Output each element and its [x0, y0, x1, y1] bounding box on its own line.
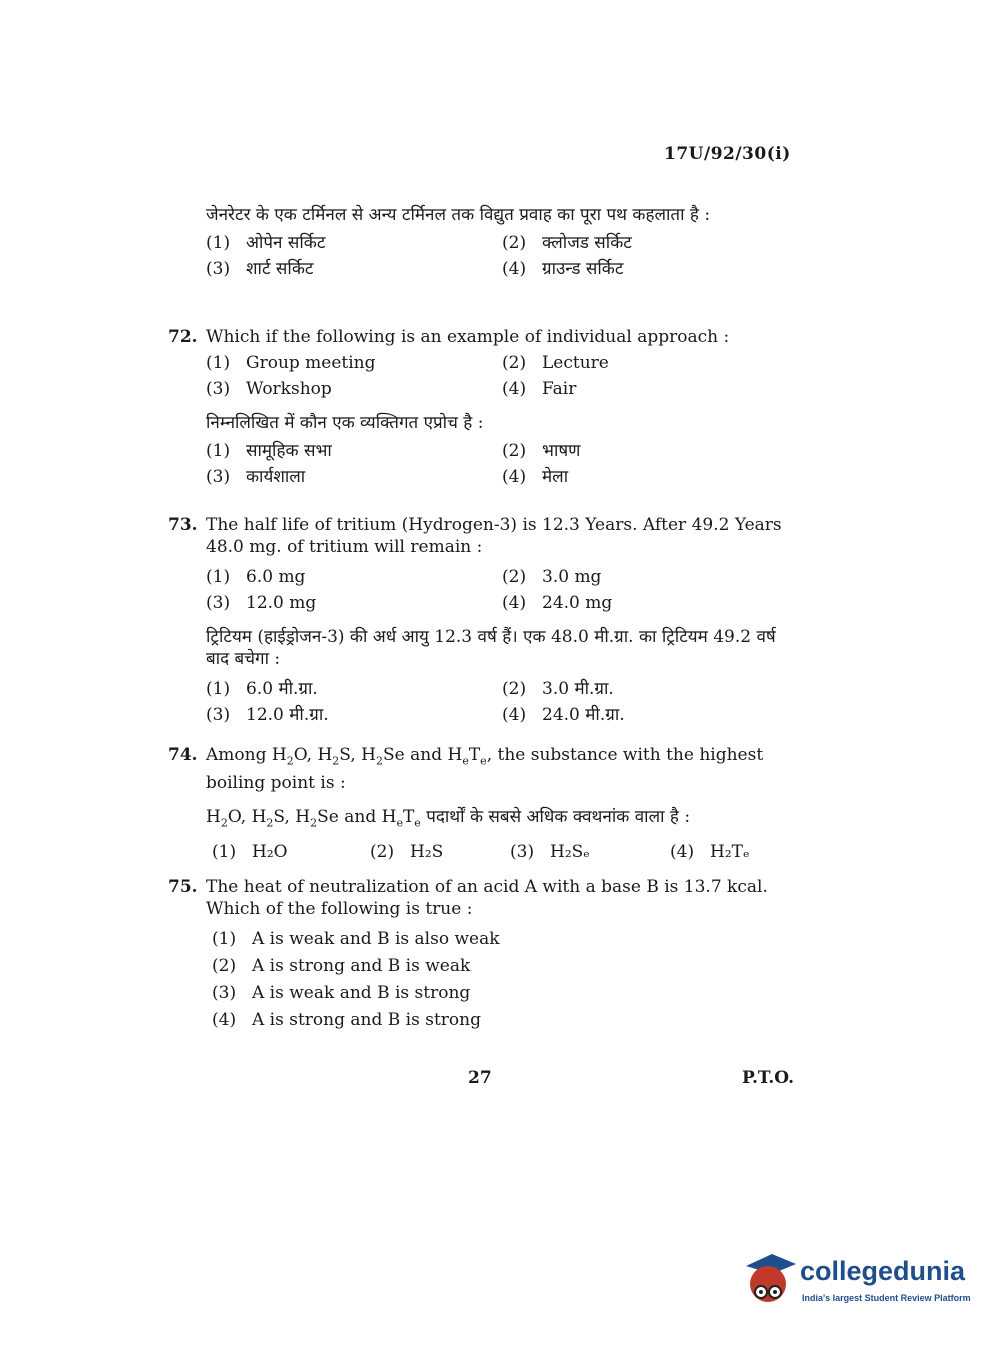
option: (4) मेला — [502, 467, 569, 487]
paper-code: 17U/92/30(i) — [664, 144, 791, 164]
option: (3) कार्यशाला — [206, 467, 306, 487]
question-75 — [168, 876, 798, 1036]
options-row — [212, 841, 798, 863]
option: (2) भाषण — [502, 441, 581, 461]
question-text-hi: जेनरेटर के एक टर्मिनल से अन्य टर्मिनल तक विद्युत प्रवाह का पूरा पथ कहलाता है : — [206, 205, 711, 225]
option: (3) शार्ट सर्किट — [206, 259, 314, 279]
logo-tagline: India's largest Student Review Platform — [802, 1293, 971, 1303]
option: (1) A is weak and B is also weak — [212, 929, 500, 949]
option: (4) ग्राउन्ड सर्किट — [502, 259, 624, 279]
question-73 — [168, 514, 798, 726]
option: (1) H₂O — [212, 841, 288, 862]
question-text-en: The half life of tritium (Hydrogen-3) is 12.3 Years. After 49.2 Years 48.0 mg. of tritium will remain : — [206, 515, 782, 557]
question-71-hindi — [168, 204, 798, 280]
option: (3) H₂Sₑ — [510, 841, 590, 862]
question-text-hi: ट्रिटियम (हाईड्रोजन-3) की अर्ध आयु 12.3 वर्ष हैं। एक 48.0 मी.ग्रा. का ट्रिटियम 49.2 वर्ष बाद बचेगा : — [206, 627, 776, 669]
question-text-hi: $H_2O$, $H_2S$, $H_2Se$ and $H_eT_e$ पदार्थों के सबसे अधिक क्वथनांक वाला है : — [206, 807, 691, 830]
option: (3) Workshop — [206, 379, 332, 399]
option: (3) 12.0 मी.ग्रा. — [206, 705, 329, 725]
question-number: 73. — [168, 515, 198, 535]
question-text-hi: निम्नलिखित में कौन एक व्यक्तिगत एप्रोच है : — [206, 413, 484, 433]
option: (4) A is strong and B is strong — [212, 1010, 481, 1030]
question-text-en: Which if the following is an example of individual approach : — [206, 327, 730, 347]
pto-label: P.T.O. — [742, 1068, 794, 1088]
page-number: 27 — [468, 1068, 492, 1088]
option: (1) 6.0 मी.ग्रा. — [206, 679, 318, 699]
collegedunia-logo — [742, 1248, 972, 1310]
question-number: 72. — [168, 327, 198, 347]
option: (2) H₂S — [370, 841, 444, 862]
option: (2) क्लोजड सर्किट — [502, 233, 632, 253]
question-text-en: Among $H_2O$, $H_2S$, $H_2Se$ and $H_eT_e$, the substance with the highest boiling point is : — [206, 745, 764, 794]
option: (2) A is strong and B is weak — [212, 956, 471, 976]
options-grid — [206, 232, 798, 280]
option: (1) Group meeting — [206, 353, 376, 373]
question-72 — [168, 326, 798, 488]
logo-name: collegedunia — [800, 1256, 966, 1286]
options-grid — [206, 566, 798, 614]
option: (2) 3.0 mg — [502, 567, 602, 587]
option: (3) A is weak and B is strong — [212, 983, 471, 1003]
options-grid — [206, 352, 798, 400]
options-grid-hi — [206, 678, 798, 726]
option: (4) 24.0 मी.ग्रा. — [502, 705, 625, 725]
option: (2) 3.0 मी.ग्रा. — [502, 679, 614, 699]
option: (4) H₂Tₑ — [670, 841, 750, 862]
question-text-en: The heat of neutralization of an acid A with a base B is 13.7 kcal. Which of the following is true : — [206, 877, 768, 919]
question-number: 74. — [168, 745, 198, 765]
question-74 — [168, 744, 798, 863]
question-number: 75. — [168, 877, 198, 897]
option: (2) Lecture — [502, 353, 609, 373]
option: (1) सामूहिक सभा — [206, 441, 332, 461]
options-list — [212, 928, 798, 1031]
options-grid-hi — [206, 440, 798, 488]
option: (1) ओपेन सर्किट — [206, 233, 326, 253]
mascot-icon — [742, 1248, 798, 1310]
option: (3) 12.0 mg — [206, 593, 317, 613]
option: (4) Fair — [502, 379, 577, 399]
option: (4) 24.0 mg — [502, 593, 613, 613]
option: (1) 6.0 mg — [206, 567, 306, 587]
